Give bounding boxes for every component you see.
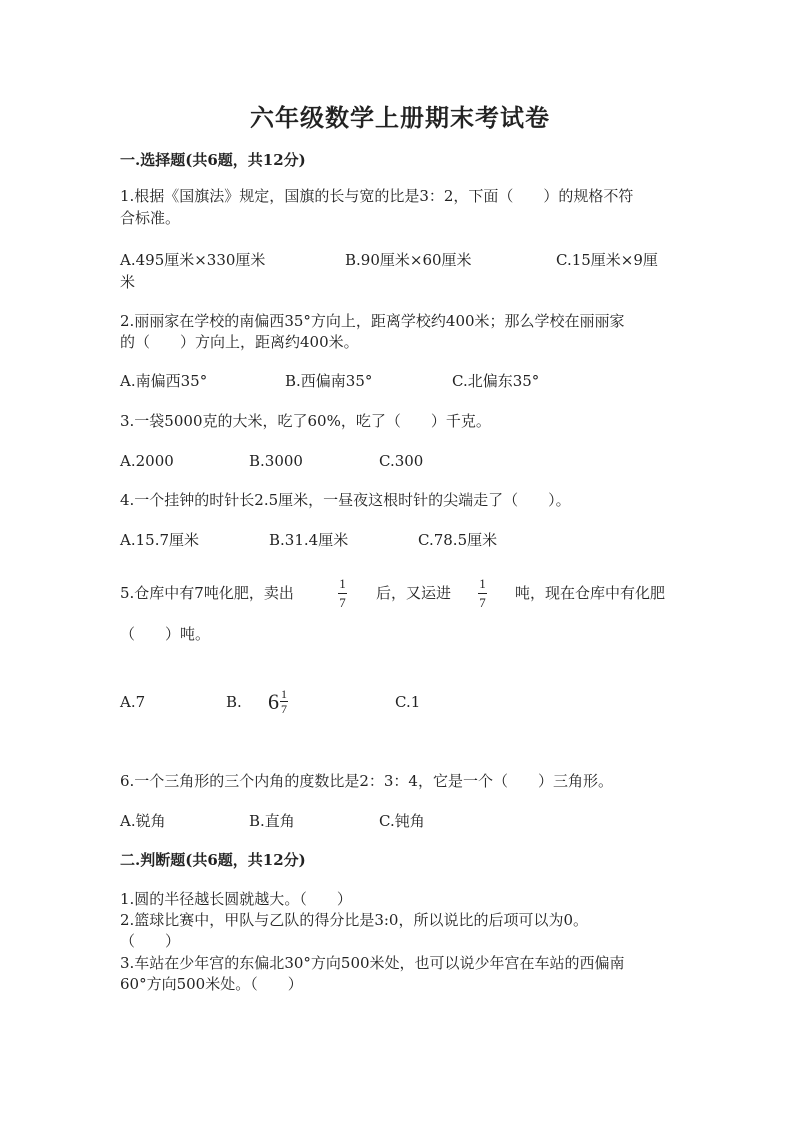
mixed-whole: 6 (268, 688, 279, 714)
q3-option-b: B.3000 (249, 452, 303, 470)
q1-option-c: C.15厘米×9厘 (556, 251, 658, 269)
judge-q3-line1: 3.车站在少年宫的东偏北30°方向500米处，也可以说少年宫在车站的西偏南 (120, 954, 625, 972)
q1-line1: 1.根据《国旗法》规定，国旗的长与宽的比是3：2，下面（ ）的规格不符 (120, 187, 634, 205)
q5-option-b-label: B. (226, 693, 242, 711)
q5-option-b-mixed-number (268, 688, 288, 715)
q5-text-part2: 后，又运进 (376, 584, 452, 602)
q5-option-a: A.7 (120, 693, 146, 711)
judge-q2-line2: （ ） (120, 932, 181, 950)
q2-option-a: A.南偏西35° (120, 372, 208, 390)
fraction-numerator: 1 (479, 576, 486, 591)
q2-option-b: B.西偏南35° (285, 372, 373, 390)
fraction-bar (478, 593, 487, 594)
q4-option-a: A.15.7厘米 (120, 531, 199, 549)
q6-line1: 6.一个三角形的三个内角的度数比是2：3：4，它是一个（ ）三角形。 (120, 772, 613, 790)
q6-option-c: C.钝角 (379, 812, 425, 830)
fraction-numerator: 1 (339, 576, 346, 591)
fraction-denominator: 7 (281, 702, 287, 716)
q1-option-b: B.90厘米×60厘米 (345, 251, 472, 269)
section1-heading: 一.选择题(共6题，共12分) (120, 151, 306, 169)
exam-title: 六年级数学上册期末考试卷 (250, 103, 550, 132)
q2-line2: 的（ ）方向上，距离约400米。 (120, 333, 359, 351)
judge-q2-line1: 2.篮球比赛中，甲队与乙队的得分比是3:0，所以说比的后项可以为0。 (120, 911, 588, 929)
q6-option-a: A.锐角 (120, 812, 166, 830)
q3-option-a: A.2000 (120, 452, 174, 470)
judge-q1: 1.圆的半径越长圆就越大。（ ） (120, 890, 352, 908)
q2-option-c: C.北偏东35° (452, 372, 540, 390)
q4-line1: 4.一个挂钟的时针长2.5厘米，一昼夜这根时针的尖端走了（ ）。 (120, 491, 571, 509)
fraction-denominator: 7 (479, 595, 486, 610)
q1-option-c-wrap: 米 (120, 273, 136, 291)
q5-fraction-added (478, 577, 487, 610)
q1-option-a: A.495厘米×330厘米 (120, 251, 266, 269)
q3-line1: 3.一袋5000克的大米，吃了60%，吃了（ ）千克。 (120, 412, 491, 430)
section2-heading: 二.判断题(共6题，共12分) (120, 851, 306, 869)
fraction-denominator: 7 (339, 595, 346, 610)
q4-option-c: C.78.5厘米 (418, 531, 498, 549)
q6-option-b: B.直角 (249, 812, 295, 830)
judge-q3-line2: 60°方向500米处。（ ） (120, 975, 303, 993)
q5-fraction-sold (338, 577, 347, 610)
q5-option-c: C.1 (395, 693, 421, 711)
mixed-fraction (280, 688, 288, 715)
q1-line2: 合标准。 (120, 209, 181, 227)
fraction-bar (338, 593, 347, 594)
q4-option-b: B.31.4厘米 (269, 531, 349, 549)
q5-text-part1: 5.仓库中有7吨化肥，卖出 (120, 584, 294, 602)
q3-option-c: C.300 (379, 452, 424, 470)
q5-line2: （ ）吨。 (120, 625, 211, 643)
q2-line1: 2.丽丽家在学校的南偏西35°方向上，距离学校约400米；那么学校在丽丽家 (120, 312, 625, 330)
fraction-numerator: 1 (281, 687, 287, 701)
q5-text-part3: 吨，现在仓库中有化肥 (515, 584, 666, 602)
